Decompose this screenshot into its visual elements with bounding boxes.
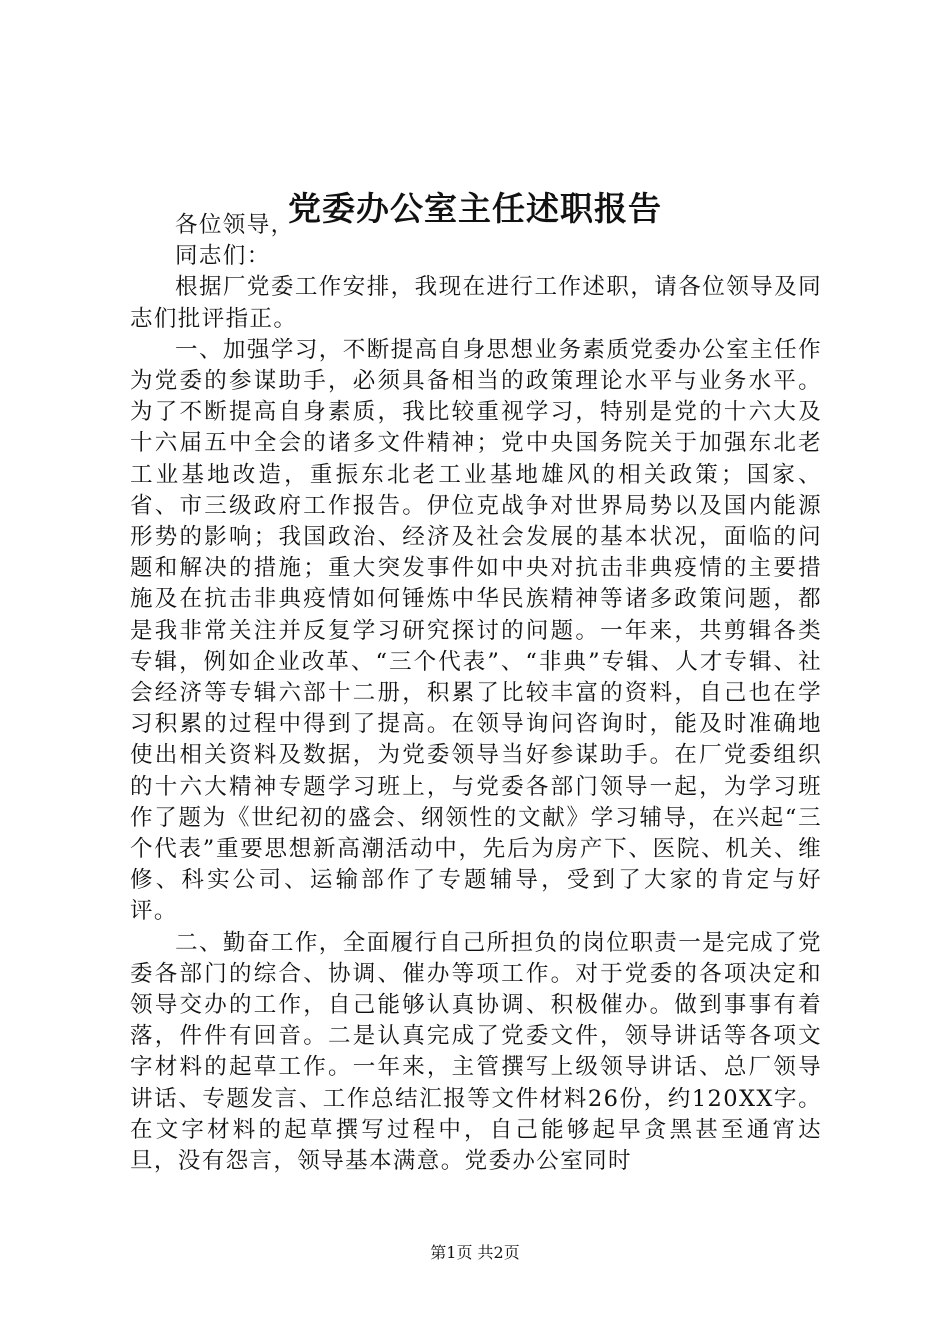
- section-one-paragraph: 一、加强学习，不断提高自身思想业务素质党委办公室主任作为党委的参谋助手，必须具备相当的政策理论水平与业务水平。为了不断提高自身素质，我比较重视学习，特别是党的十六大及十六届五中全会的诸多文件精神；党中央国务院关于加强东北老工业基地改造，重振东北老工业基地雄风的相关政策；国家、省、市三级政府工作报告。伊位克战争对世界局势以及国内能源形势的影响；我国政治、经济及社会发展的基本状况，面临的问题和解决的措施；重大突发事件如中央对抗击非典疫情的主要措施及在抗击非典疫情如何锤炼中华民族精神等诸多政策问题，都是我非常关注并反复学习研究探讨的问题。一年来，共剪辑各类专辑，例如企业改革、“三个代表”、“非典”专辑、人才专辑、社会经济等专辑六部十二册，积累了比较丰富的资料，自己也在学习积累的过程中得到了提高。在领导询问咨询时，能及时准确地使出相关资料及数据，为党委领导当好参谋助手。在厂党委组织的十六大精神专题学习班上，与党委各部门领导一起，为学习班作了题为《世纪初的盛会、纲领性的文献》学习辅导，在兴起“三个代表”重要思想新高潮活动中，先后为房产下、医院、机关、维修、科实公司、运输部作了专题辅导，受到了大家的肯定与好评。: [130, 336, 822, 925]
- document-title: 党委办公室主任述职报告: [288, 189, 662, 228]
- salutation-leaders: 各位领导，: [175, 212, 295, 238]
- document-body: [130, 210, 822, 1177]
- salutation-comrades: 同志们：: [175, 243, 271, 270]
- page-number-footer: 第1页 共2页: [430, 1243, 520, 1262]
- intro-paragraph: 根据厂党委工作安排，我现在进行工作述职，请各位领导及同志们批评指正。: [130, 274, 822, 332]
- section-two-paragraph: 二、勤奋工作，全面履行自己所担负的岗位职责一是完成了党委各部门的综合、协调、催办等项工作。对于党委的各项决定和领导交办的工作，自己能够认真协调、积极催办。做到事事有着落，件件有回音。二是认真完成了党委文件，领导讲话等各项文字材料的起草工作。一年来，主管撰写上级领导讲话、总厂领导讲话、专题发言、工作总结汇报等文件材料26份，约120XX字。在文字材料的起草撰写过程中，自己能够起早贪黑甚至通宵达旦，没有怨言，领导基本满意。党委办公室同时: [130, 929, 822, 1175]
